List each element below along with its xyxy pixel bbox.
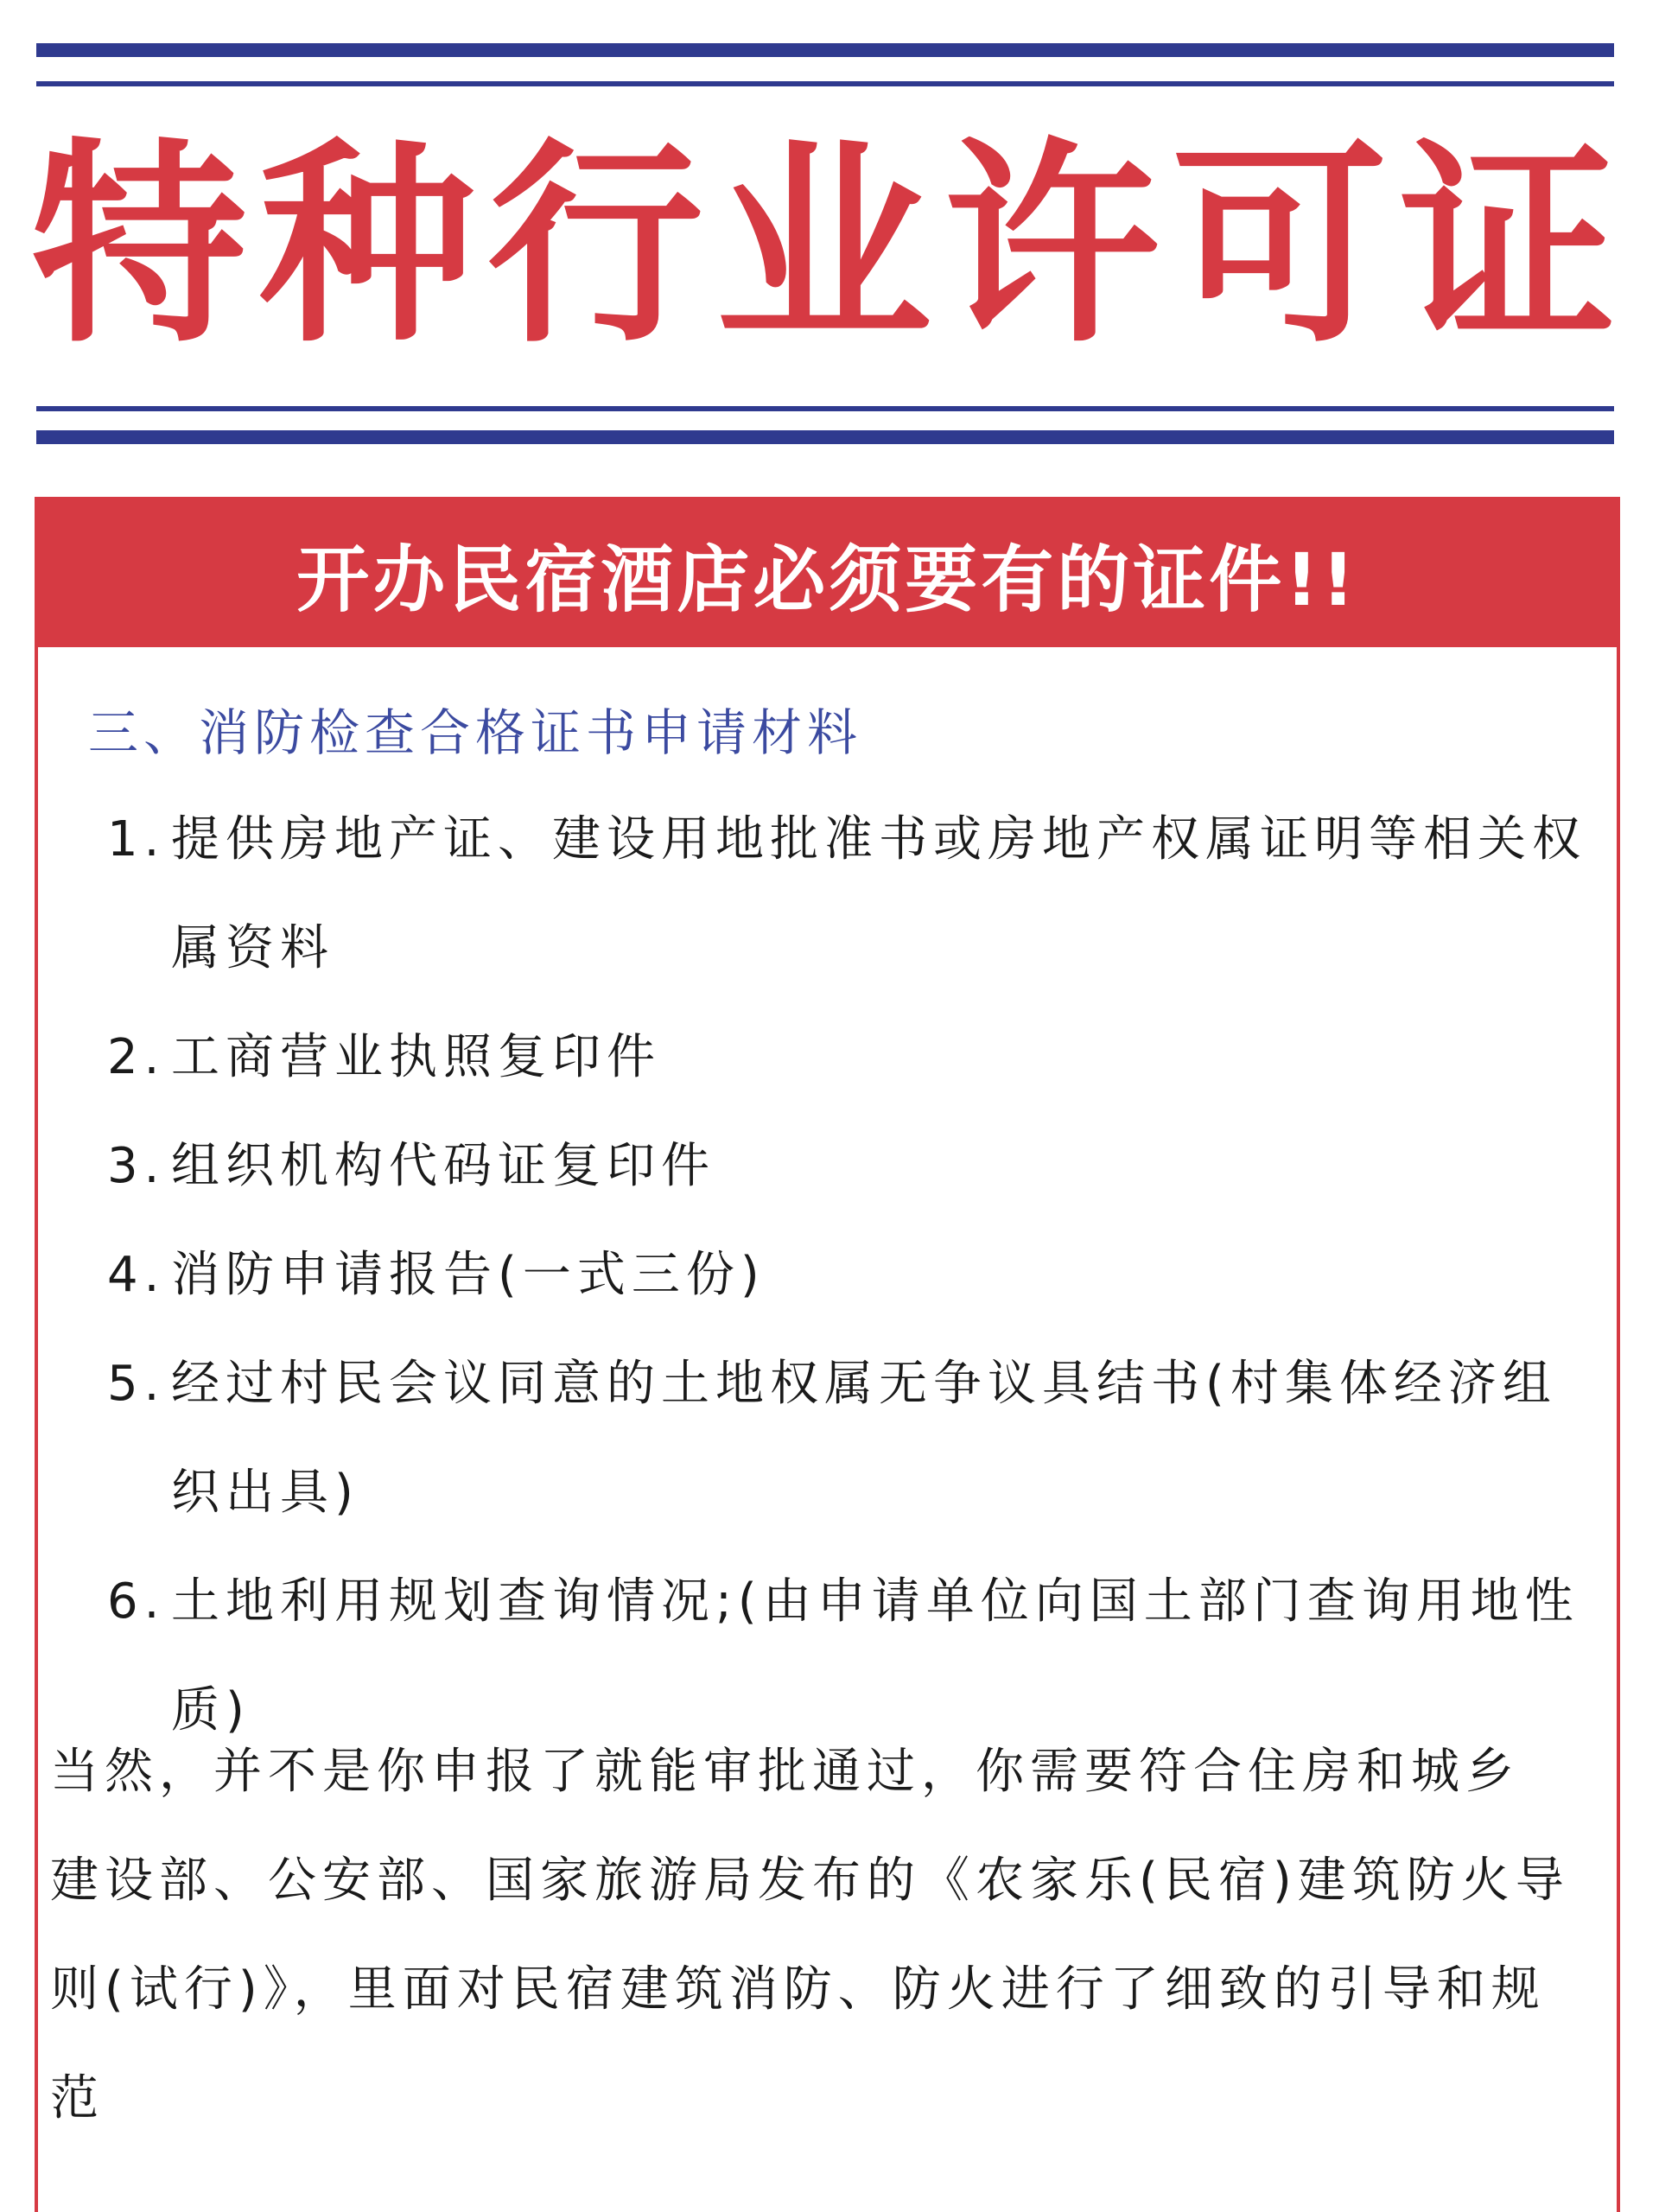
list-item-text: 组织机构代码证复印件 — [171, 1138, 715, 1194]
list-item-number: 5. — [107, 1356, 166, 1412]
page-title: 特种行业许可证 — [31, 120, 1628, 372]
list-item — [107, 1221, 1611, 1330]
list-item-number: 6. — [107, 1573, 166, 1630]
banner-heading: 开办民宿酒店必须要有的证件!! — [38, 500, 1617, 647]
list-item — [107, 1003, 1611, 1112]
top-thin-rule — [36, 81, 1614, 86]
list-item-number: 2. — [107, 1029, 166, 1085]
bottom-thin-rule — [36, 406, 1614, 411]
list-item-text: 土地利用规划查询情况;(由申请单位向国土部门查询用地性质) — [171, 1573, 1580, 1738]
list-item-text: 提供房地产证、建设用地批准书或房地产权属证明等相关权属资料 — [171, 811, 1586, 976]
list-item-number: 1. — [107, 811, 166, 868]
bottom-thick-rule — [36, 430, 1614, 444]
list-item — [107, 1112, 1611, 1221]
materials-list — [107, 785, 1611, 1765]
list-item — [107, 785, 1611, 1003]
list-item-number: 3. — [107, 1138, 166, 1194]
list-item-text: 消防申请报告(一式三份) — [171, 1247, 766, 1303]
list-item-text: 经过村民会议同意的土地权属无争议具结书(村集体经济组织出具) — [171, 1356, 1557, 1521]
closing-note: 当然，并不是你申报了就能审批通过，你需要符合住房和城乡建设部、公安部、国家旅游局发布的《农家乐(民宿)建筑防火导则(试行)》，里面对民宿建筑消防、防火进行了细致的引导和规范 — [50, 1744, 1570, 2126]
list-item-number: 4. — [107, 1247, 166, 1303]
list-item-text: 工商营业执照复印件 — [171, 1029, 661, 1085]
list-item — [107, 1330, 1611, 1548]
top-thick-rule — [36, 43, 1614, 57]
section-heading: 三、消防检查合格证书申请材料 — [88, 703, 863, 762]
